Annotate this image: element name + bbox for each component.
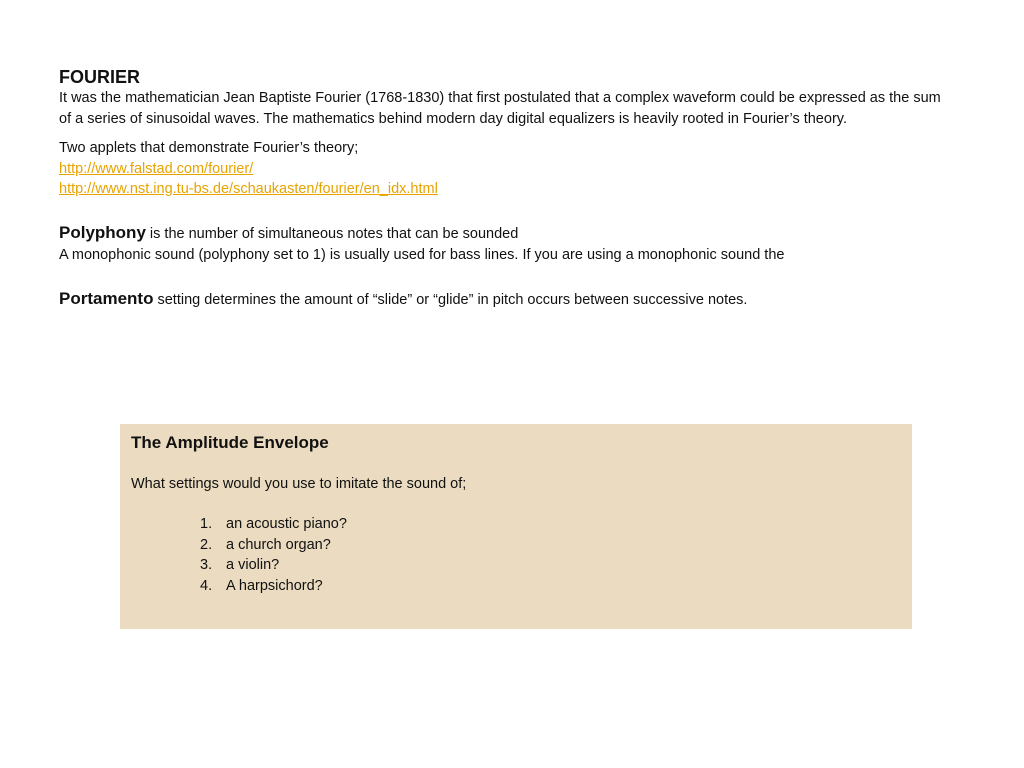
- list-item-number: 1.: [200, 516, 213, 532]
- polyphony-definition: [59, 222, 949, 245]
- falstad-link[interactable]: http://www.falstad.com/fourier/: [59, 160, 254, 177]
- list-item: [131, 576, 901, 597]
- spacer: [59, 129, 949, 138]
- list-item-text: an acoustic piano?: [226, 516, 347, 532]
- spacer: [59, 200, 949, 222]
- list-item: [131, 555, 901, 576]
- slide-content: [59, 66, 949, 311]
- applets-intro: Two applets that demonstrate Fourier’s theory;: [59, 140, 359, 156]
- amplitude-envelope-box: [120, 424, 912, 629]
- portamento-term: Portamento: [59, 288, 154, 308]
- list-item: [131, 535, 901, 556]
- list-item-number: 2.: [200, 536, 213, 553]
- list-item-text: a church organ?: [226, 536, 331, 553]
- list-item-number: 4.: [200, 577, 213, 594]
- fourier-paragraph: It was the mathematician Jean Baptiste Fourier (1768-1830) that first postulated that a complex waveform could be expressed as the sum of a series of sinusoidal waves. The mathematics behind modern day digital equalizers is heavily rooted in Fourier’s theory.: [59, 90, 941, 127]
- box-title: The Amplitude Envelope: [131, 433, 329, 452]
- list-item-number: 3.: [200, 557, 213, 573]
- box-intro: What settings would you use to imitate the sound of;: [131, 476, 467, 492]
- list-item: [131, 514, 901, 535]
- spacer: [59, 266, 949, 288]
- list-item-text: A harpsichord?: [226, 577, 323, 594]
- polyphony-detail: A monophonic sound (polyphony set to 1) is usually used for bass lines. If you are using a monophonic sound the: [59, 246, 785, 263]
- fourier-heading: FOURIER: [59, 67, 140, 87]
- portamento-definition: [59, 288, 949, 311]
- polyphony-definition-text: is the number of simultaneous notes that can be sounded: [145, 225, 519, 242]
- list-item-text: a violin?: [226, 557, 280, 573]
- portamento-definition-text: setting determines the amount of “slide” or “glide” in pitch occurs between successive notes.: [153, 291, 748, 308]
- polyphony-term: Polyphony: [59, 222, 146, 242]
- instrument-list: [131, 514, 901, 596]
- nst-link[interactable]: http://www.nst.ing.tu-bs.de/schaukasten/fourier/en_idx.html: [59, 181, 438, 197]
